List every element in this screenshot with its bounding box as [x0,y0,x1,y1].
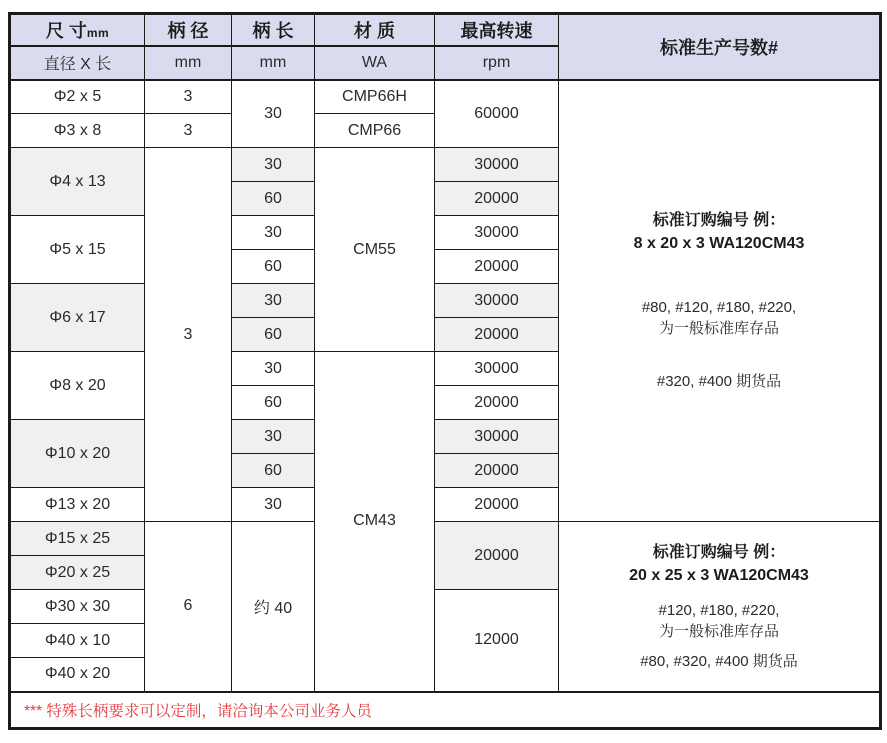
order-note-title: 标准订购编号 例： [652,543,786,561]
col-header-size-unit: mm [86,25,110,40]
material-cell: CM43 [315,352,435,692]
order-note-example: 20 x 25 x 3 WA120CM43 [629,566,809,584]
max-speed-cell: 20000 [435,488,559,522]
size-cell: Φ6 x 17 [10,284,145,352]
shank-dia-cell: 6 [145,522,232,692]
shank-len-cell: 30 [232,284,315,318]
order-note-stock-desc: 为一般标准库存品 [658,320,779,338]
material-cell: CMP66 [315,114,435,148]
size-cell: Φ2 x 5 [10,80,145,114]
shank-len-cell: 60 [232,386,315,420]
order-note-title: 标准订购编号 例： [652,212,786,230]
subheader-material: WA [315,46,435,80]
max-speed-cell: 20000 [435,522,559,590]
order-note-futures: #320, #400 期货品 [656,373,782,391]
max-speed-cell: 20000 [435,182,559,216]
material-cell: CM55 [315,148,435,352]
shank-len-cell: 30 [232,80,315,148]
shank-len-cell: 30 [232,420,315,454]
order-note-stock-grits: #120, #180, #220, [658,601,780,619]
shank-len-cell: 30 [232,216,315,250]
max-speed-cell: 30000 [435,420,559,454]
order-note-cell [559,80,881,522]
shank-len-cell: 30 [232,352,315,386]
max-speed-cell: 60000 [435,80,559,148]
subheader-shank-len: mm [232,46,315,80]
col-header-shank-dia: 柄 径 [145,14,232,46]
col-header-material: 材 质 [315,14,435,46]
size-cell: Φ4 x 13 [10,148,145,216]
size-cell: Φ8 x 20 [10,352,145,420]
order-note-cell [559,522,881,692]
order-note-stock-desc: 为一般标准库存品 [658,622,779,640]
shank-len-cell: 60 [232,318,315,352]
shank-len-cell: 60 [232,454,315,488]
order-note-stock-grits: #80, #120, #180, #220, [641,299,797,317]
size-cell: Φ20 x 25 [10,556,145,590]
max-speed-cell: 20000 [435,454,559,488]
shank-dia-cell: 3 [145,114,232,148]
size-cell: Φ5 x 15 [10,216,145,284]
size-cell: Φ40 x 10 [10,624,145,658]
subheader-shank-dia: mm [145,46,232,80]
col-header-order-numbers: 标准生产号数# [559,14,881,80]
table-row [10,80,881,114]
max-speed-cell: 20000 [435,386,559,420]
col-header-size [10,14,145,46]
col-header-size-label: 尺 寸 [45,20,87,41]
footer-row [10,692,881,729]
spec-table [8,12,882,730]
max-speed-cell: 20000 [435,318,559,352]
max-speed-cell: 30000 [435,284,559,318]
subheader-size: 直径 X 长 [10,46,145,80]
shank-dia-cell: 3 [145,80,232,114]
size-cell: Φ15 x 25 [10,522,145,556]
col-header-max-speed: 最高转速 [435,14,559,46]
material-cell: CMP66H [315,80,435,114]
footer-note: *** 特殊长柄要求可以定制，请洽询本公司业务人员 [10,692,881,729]
shank-len-cell: 60 [232,250,315,284]
order-note-futures: #80, #320, #400 期货品 [640,652,798,670]
table-row [10,522,881,556]
max-speed-cell: 30000 [435,148,559,182]
shank-len-cell: 60 [232,182,315,216]
header-row-1 [10,14,881,46]
size-cell: Φ13 x 20 [10,488,145,522]
shank-len-cell: 30 [232,488,315,522]
shank-len-cell: 30 [232,148,315,182]
size-cell: Φ30 x 30 [10,590,145,624]
subheader-max-speed: rpm [435,46,559,80]
col-header-shank-len: 柄 长 [232,14,315,46]
size-cell: Φ3 x 8 [10,114,145,148]
max-speed-cell: 30000 [435,216,559,250]
shank-len-cell: 约 40 [232,522,315,692]
max-speed-cell: 12000 [435,590,559,692]
max-speed-cell: 30000 [435,352,559,386]
shank-dia-cell: 3 [145,148,232,522]
order-note-example: 8 x 20 x 3 WA120CM43 [633,235,805,253]
max-speed-cell: 20000 [435,250,559,284]
size-cell: Φ40 x 20 [10,658,145,692]
size-cell: Φ10 x 20 [10,420,145,488]
